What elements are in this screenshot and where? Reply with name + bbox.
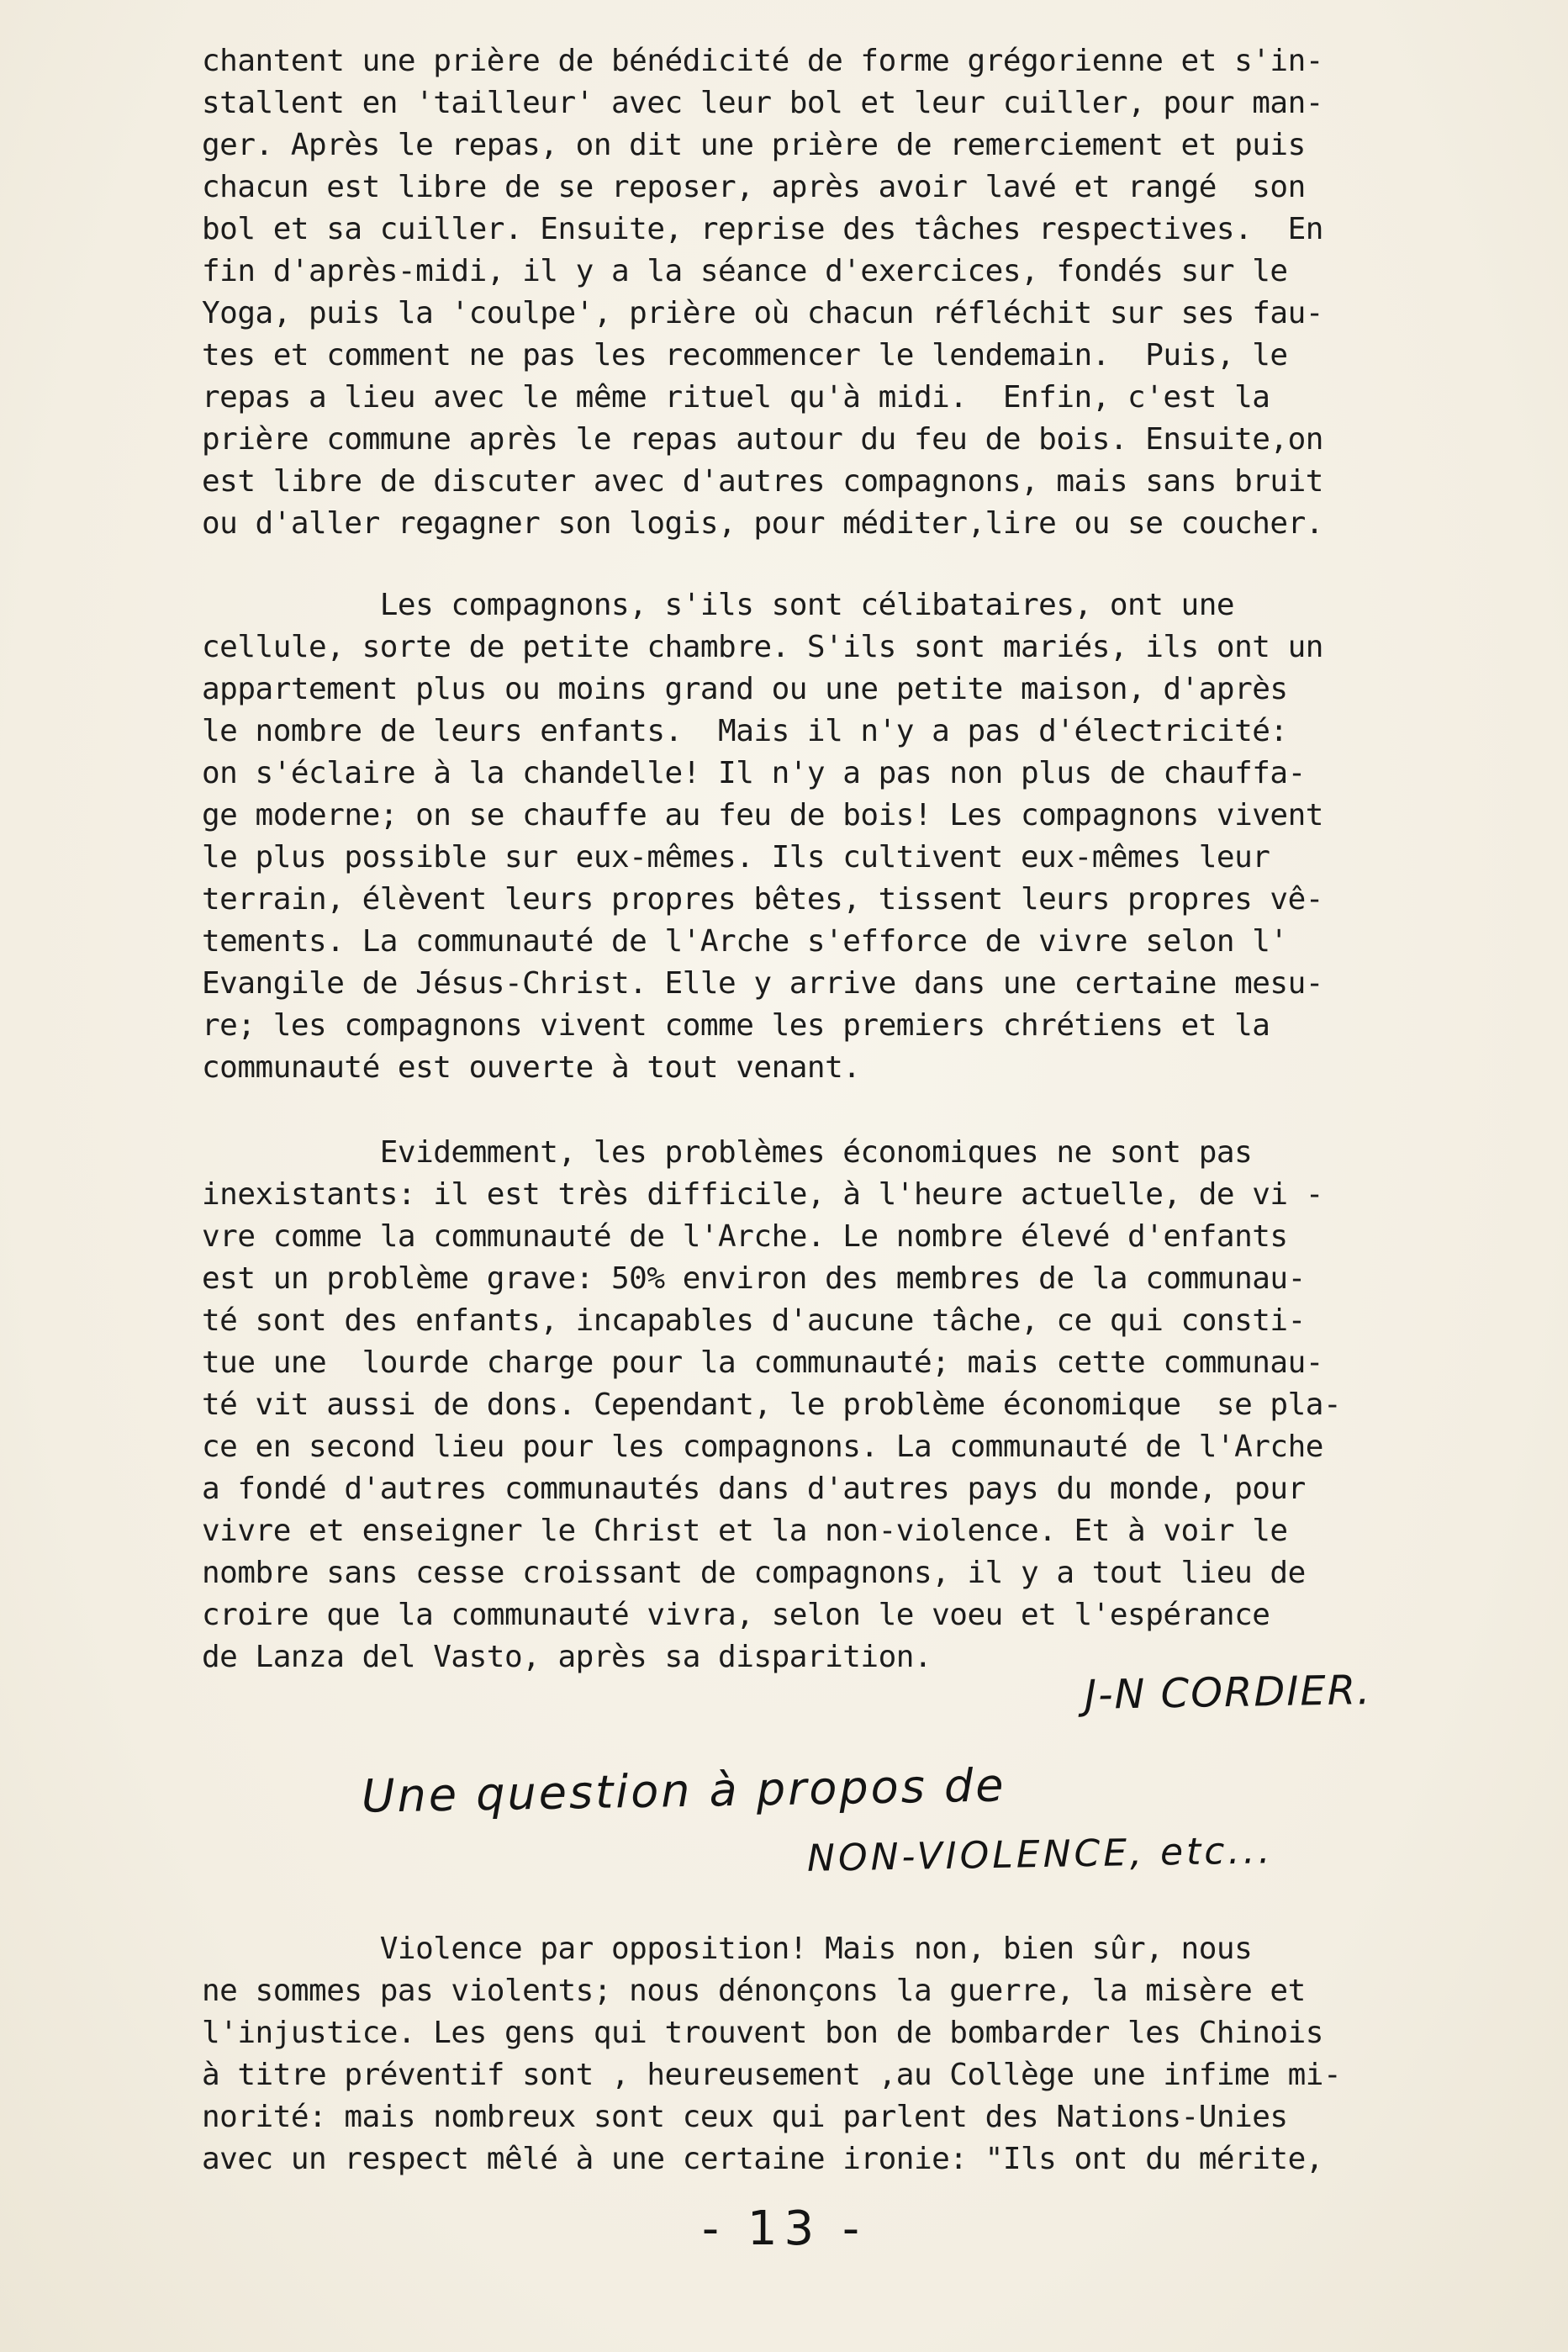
text-line: terrain, élèvent leurs propres bêtes, tissent leurs propres vê- [202,882,1323,917]
text-line: est un problème grave: 50% environ des membres de la communau- [202,1261,1306,1296]
text-line: avec un respect mêlé à une certaine ironie: "Ils ont du mérite, [202,2142,1323,2176]
text-line: communauté est ouverte à tout venant. [202,1050,861,1085]
text-line: croire que la communauté vivra, selon le voeu et l'espérance [202,1598,1270,1632]
paragraph-violence-by-opposition [202,1928,1446,2180]
text-line: tes et comment ne pas les recommencer le lendemain. Puis, le [202,338,1288,373]
text-line: ce en second lieu pour les compagnons. La communauté de l'Arche [202,1430,1323,1464]
paragraph-companions-housing [202,584,1446,1089]
text-line: tue une lourde charge pour la communauté; mais cette communau- [202,1345,1323,1380]
text-line: Les compagnons, s'ils sont célibataires, ont une [202,588,1235,622]
text-line: est libre de discuter avec d'autres compagnons, mais sans bruit [202,464,1323,499]
text-line: le plus possible sur eux-mêmes. Ils cultivent eux-mêmes leur [202,840,1270,875]
text-line: ger. Après le repas, on dit une prière de remerciement et puis [202,128,1306,162]
text-line: norité: mais nombreux sont ceux qui parlent des Nations-Unies [202,2100,1288,2134]
text-line: l'injustice. Les gens qui trouvent bon de bombarder les Chinois [202,2016,1323,2050]
text-line: fin d'après-midi, il y a la séance d'exercices, fondés sur le [202,254,1288,288]
section-heading-line-2: NON-VIOLENCE, etc... [806,1829,1274,1880]
text-line: repas a lieu avec le même rituel qu'à midi. Enfin, c'est la [202,380,1270,415]
text-line: chacun est libre de se reposer, après avoir lavé et rangé son [202,170,1306,204]
page-number: - 13 - [701,2201,867,2256]
text-line: ne sommes pas violents; nous dénonçons la guerre, la misère et [202,1974,1306,2008]
text-line: té sont des enfants, incapables d'aucune tâche, ce qui consti- [202,1303,1306,1338]
paragraph-economic-problems [202,1132,1446,1678]
author-signature: J-N CORDIER. [1084,1667,1372,1719]
text-line: chantent une prière de bénédicité de forme grégorienne et s'in- [202,44,1323,78]
text-line: de Lanza del Vasto, après sa disparition. [202,1640,932,1674]
text-line: Evangile de Jésus-Christ. Elle y arrive dans une certaine mesu- [202,966,1323,1001]
text-line: Evidemment, les problèmes économiques ne sont pas [202,1135,1253,1170]
paragraph-community-daily-routine [202,40,1446,545]
text-line: prière commune après le repas autour du feu de bois. Ensuite,on [202,422,1323,457]
text-line: Yoga, puis la 'coulpe', prière où chacun réfléchit sur ses fau- [202,296,1323,330]
text-line: inexistants: il est très difficile, à l'heure actuelle, de vi - [202,1177,1323,1212]
text-line: bol et sa cuiller. Ensuite, reprise des tâches respectives. En [202,212,1323,246]
text-line: vivre et enseigner le Christ et la non-violence. Et à voir le [202,1514,1288,1548]
text-line: a fondé d'autres communautés dans d'autres pays du monde, pour [202,1472,1306,1506]
text-line: appartement plus ou moins grand ou une petite maison, d'après [202,672,1288,706]
text-line: stallent en 'tailleur' avec leur bol et leur cuiller, pour man- [202,86,1323,120]
text-line: té vit aussi de dons. Cependant, le problème économique se pla- [202,1387,1342,1422]
text-line: cellule, sorte de petite chambre. S'ils sont mariés, ils ont un [202,630,1323,664]
text-line: ou d'aller regagner son logis, pour méditer,lire ou se coucher. [202,506,1323,541]
text-line: ge moderne; on se chauffe au feu de bois! Les compagnons vivent [202,798,1323,832]
text-line: re; les compagnons vivent comme les premiers chrétiens et la [202,1008,1270,1043]
text-line: Violence par opposition! Mais non, bien sûr, nous [202,1932,1253,1966]
text-line: tements. La communauté de l'Arche s'efforce de vivre selon l' [202,924,1288,959]
text-line: à titre préventif sont , heureusement ,au Collège une infime mi- [202,2058,1342,2092]
text-line: nombre sans cesse croissant de compagnons, il y a tout lieu de [202,1556,1306,1590]
text-line: vre comme la communauté de l'Arche. Le nombre élevé d'enfants [202,1219,1288,1254]
text-line: on s'éclaire à la chandelle! Il n'y a pas non plus de chauffa- [202,756,1306,790]
section-heading-line-1: Une question à propos de [361,1758,1006,1823]
text-line: le nombre de leurs enfants. Mais il n'y a pas d'électricité: [202,714,1288,748]
